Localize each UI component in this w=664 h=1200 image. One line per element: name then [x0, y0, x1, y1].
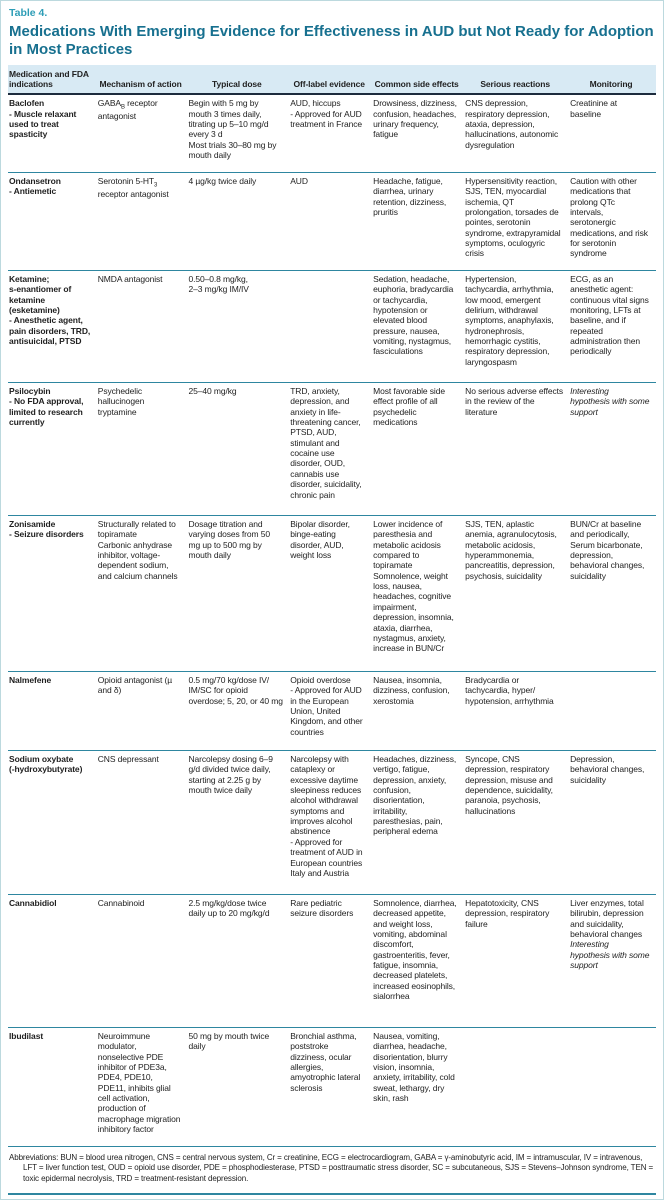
- cell-psilocybin-dose: 25–40 mg/kg: [188, 385, 237, 396]
- cell-baclofen-monitoring: Creatinine at baseline: [570, 98, 618, 119]
- column-header-serious-reactions: Serious reactions: [464, 65, 569, 94]
- cell-psilocybin-monitoring: Interesting hypothesis with some support: [570, 385, 650, 417]
- table-row-nalmefene: [8, 671, 656, 750]
- cell-ibudilast-mechanism: Neuroimmune modulator, nonselective PDE inhibitor of PDE3a, PDE4, PDE10, PDE11, inhibits glial cell activation, production of macrophage migration inhibitory factor: [97, 1030, 181, 1135]
- table-row-baclofen: [8, 94, 656, 172]
- table-row-sodium-oxybate: [8, 750, 656, 894]
- cell-baclofen-serious-reactions: CNS depression, respiratory depression, ataxia, depression, hallucinations, autonomic dysregulation: [465, 98, 559, 150]
- cell-cannabidiol-medication: Cannabidiol: [9, 897, 57, 908]
- cell-baclofen-medication: Baclofen - Muscle relaxant used to treat spasticity: [9, 98, 77, 140]
- cell-ondansetron-dose: 4 µg/kg twice daily: [188, 175, 257, 186]
- table-row-psilocybin: [8, 382, 656, 515]
- cell-ketamine-mechanism: NMDA antagonist: [97, 273, 163, 284]
- cell-zonisamide-medication: Zonisamide - Seizure disorders: [9, 518, 84, 540]
- cell-psilocybin-mechanism: Psychedelic hallucinogen tryptamine: [97, 385, 145, 417]
- cell-ketamine-medication: Ketamine; s-enantiomer of ketamine (esketamine) - Anesthetic agent, pain disorders, TRD, antisuicidal, PTSD: [9, 273, 91, 347]
- cell-ibudilast-medication: Ibudilast: [9, 1030, 44, 1041]
- table-row-zonisamide: [8, 515, 656, 671]
- cell-ibudilast-side-effects: Nausea, vomiting, diarrhea, headache, disorientation, blurry vision, insomnia, anxiety, irritability, cold sweat, lethargy, dry skin, rash: [373, 1030, 455, 1104]
- cell-ketamine-monitoring: ECG, as an anesthetic agent: continuous vital signs monitoring, LFTs at baseline, and if repeated administration then periodically: [570, 273, 649, 357]
- cell-nalmefene-off-label: Opioid overdose - Approved for AUD in the European Union, United Kingdom, and other countries: [290, 674, 363, 737]
- cell-sodium-oxybate-dose: Narcolepsy dosing 6–9 g/d divided twice daily, starting at 2.25 g by mouth twice daily: [188, 753, 273, 795]
- cell-zonisamide-side-effects: Lower incidence of paresthesia and metabolic acidosis compared to topiramate Somnolence, weight loss, nausea, headaches, cognitive impairment, depression, insomnia, ataxia, diarrhea, nystagmus, anxiety, increase in BUN/Cr: [373, 518, 454, 654]
- cell-sodium-oxybate-medication: Sodium oxybate (-hydroxybutyrate): [9, 753, 83, 775]
- cell-nalmefene-medication: Nalmefene: [9, 674, 52, 685]
- column-header-off-label: Off-label evidence: [289, 65, 372, 94]
- cell-ondansetron-serious-reactions: Hypersensitivity reaction, SJS, TEN, myocardial ischemia, QT prolongation, torsades de pointes, serotonin syndrome, extrapyramidal symptoms, oculogyric crisis: [465, 175, 561, 259]
- cell-nalmefene-monitoring: [569, 671, 656, 750]
- cell-baclofen-side-effects: Drowsiness, dizziness, confusion, headaches, urinary frequency, fatigue: [373, 98, 457, 140]
- cell-ibudilast-dose: 50 mg by mouth twice daily: [188, 1030, 270, 1052]
- column-header-side-effects: Common side effects: [372, 65, 464, 94]
- cell-zonisamide-off-label: Bipolar disorder, binge-eating disorder, AUD, weight loss: [290, 518, 350, 560]
- table-row-ibudilast: [8, 1027, 656, 1146]
- abbreviations-note: Abbreviations: BUN = blood urea nitrogen, CNS = central nervous system, Cr = creatinine, ECG = electrocardiogram, GABA = γ-aminobutyric acid, IM = intramuscular, IV = intravenous, LFT = liver function test, OUD = opioid use disorder, PDE = phosphodiesterase, PTSD = posttraumatic stress disorder, SC = subcutaneous, SJS = Stevens–Johnson syndrome, TEN = toxic epidermal necrolysis, TRD = treatment-resistant depression.: [8, 1147, 656, 1195]
- cell-sodium-oxybate-serious-reactions: Syncope, CNS depression, respiratory depression, misuse and dependence, suicidality, paranoia, psychosis, hallucinations: [465, 753, 553, 816]
- cell-sodium-oxybate-monitoring: Depression, behavioral changes, suicidality: [570, 753, 645, 785]
- cell-baclofen-dose: Begin with 5 mg by mouth 3 times daily, titrating up 5–10 mg/d every 3 d Most trials 30–80 mg by mouth daily: [188, 98, 277, 161]
- cell-zonisamide-mechanism: Structurally related to topiramate Carbonic anhydrase inhibitor, voltage-dependent sodium, and calcium channels: [97, 518, 178, 581]
- cell-psilocybin-medication: Psilocybin - No FDA approval, limited to research currently: [9, 385, 84, 427]
- cell-nalmefene-side-effects: Nausea, insomnia, dizziness, confusion, xerostomia: [373, 674, 450, 706]
- cell-ketamine-dose: 0.50–0.8 mg/kg, 2–3 mg/kg IM/IV: [188, 273, 249, 295]
- column-header-monitoring: Monitoring: [569, 65, 656, 94]
- cell-ondansetron-medication: Ondansetron - Antiemetic: [9, 175, 61, 197]
- table-number-label: Table 4.: [9, 7, 48, 19]
- cell-sodium-oxybate-mechanism: CNS depressant: [97, 753, 159, 764]
- table-row-ondansetron: [8, 172, 656, 270]
- cell-nalmefene-mechanism: Opioid antagonist (µ and δ): [97, 674, 173, 696]
- cell-zonisamide-serious-reactions: SJS, TEN, aplastic anemia, agranulocytosis, metabolic acidosis, hyperammonemia, pancreatitis, depression, psychosis, suicidality: [465, 518, 557, 581]
- cell-ketamine-side-effects: Sedation, headache, euphoria, bradycardia or tachycardia, hypotension or elevated blood pressure, nausea, vomiting, nystagmus, fasciculations: [373, 273, 454, 357]
- cell-cannabidiol-dose: 2.5 mg/kg/dose twice daily up to 20 mg/kg/d: [188, 897, 270, 919]
- header-row: [8, 65, 656, 94]
- cell-psilocybin-side-effects: Most favorable side effect profile of all psychedelic medications: [373, 385, 445, 427]
- cell-cannabidiol-serious-reactions: Hepatotoxicity, CNS depression, respiratory failure: [465, 897, 550, 929]
- cell-baclofen-mechanism: $GABA_B$ receptor antagonist: [97, 98, 158, 122]
- cell-psilocybin-off-label: TRD, anxiety, depression, and anxiety in life-threatening cancer, PTSD, AUD, stimulant and cocaine use disorder, OUD, cannabis use disorder, suicidality, chronic pain: [290, 385, 362, 500]
- table-title: Medications With Emerging Evidence for Effectiveness in AUD but Not Ready for Adoption in Most Practices: [9, 23, 654, 58]
- cell-nalmefene-serious-reactions: Bradycardia or tachycardia, hyper/ hypotension, arrhythmia: [465, 674, 554, 706]
- cell-ondansetron-off-label: AUD: [290, 175, 308, 186]
- cell-cannabidiol-monitoring: Liver enzymes, total bilirubin, depression and suicidality, behavioral changes Interesting hypothesis with some support: [570, 897, 650, 971]
- cell-nalmefene-dose: 0.5 mg/70 kg/dose IV/ IM/SC for opioid overdose; 5, 20, or 40 mg: [188, 674, 283, 706]
- cell-ketamine-serious-reactions: Hypertension, tachycardia, arrhythmia, low mood, emergent delirium, withdrawal symptoms, anaphylaxis, hydronephrosis, hemorrhagic cystitis, respiratory depression, laryngospasm: [465, 273, 554, 367]
- cell-ketamine-off-label: [289, 270, 372, 382]
- cell-ibudilast-off-label: Bronchial asthma, poststroke dizziness, ocular allergies, amyotrophic lateral sclerosis: [290, 1030, 361, 1093]
- cell-zonisamide-dose: Dosage titration and varying doses from 50 mg up to 500 mg by mouth daily: [188, 518, 271, 560]
- cell-ondansetron-side-effects: Headache, fatigue, diarrhea, urinary retention, dizziness, pruritis: [373, 175, 447, 217]
- cell-psilocybin-serious-reactions: No serious adverse effects in the review of the literature: [465, 385, 564, 417]
- cell-zonisamide-monitoring: BUN/Cr at baseline and periodically, Serum bicarbonate, depression, behavioral changes, suicidality: [570, 518, 645, 581]
- column-header-medication: Medication and FDA indications: [8, 65, 97, 94]
- cell-baclofen-off-label: AUD, hiccups - Approved for AUD treatment in France: [290, 98, 363, 130]
- cell-ondansetron-monitoring: Caution with other medications that prolong QTc intervals, serotonergic medications, and risk for serotonin syndrome: [570, 175, 648, 259]
- cell-cannabidiol-mechanism: Cannabinoid: [97, 897, 145, 908]
- cell-sodium-oxybate-off-label: Narcolepsy with cataplexy or excessive daytime sleepiness reduces alcohol withdrawal symptoms and improves alcohol abstinence - Approved for treatment of AUD in European countries Italy and Austria: [290, 753, 363, 878]
- table-row-cannabidiol: [8, 894, 656, 1027]
- cell-cannabidiol-off-label: Rare pediatric seizure disorders: [290, 897, 354, 919]
- column-header-dose: Typical dose: [187, 65, 289, 94]
- medications-table: [8, 65, 656, 1147]
- cell-ondansetron-mechanism: Serotonin $5-HT_3$ receptor antagonist: [97, 175, 169, 199]
- column-header-mechanism: Mechanism of action: [97, 65, 188, 94]
- cell-sodium-oxybate-side-effects: Headaches, dizziness, vertigo, fatigue, depression, anxiety, confusion, disorientation, irritability, paresthesias, pain, peripheral edema: [373, 753, 457, 837]
- table-body: [8, 94, 656, 1146]
- cell-ibudilast-monitoring: [569, 1027, 656, 1146]
- table-row-ketamine: [8, 270, 656, 382]
- cell-ibudilast-serious-reactions: [464, 1027, 569, 1146]
- cell-cannabidiol-side-effects: Somnolence, diarrhea, decreased appetite, and weight loss, vomiting, abdominal discomfort, gastroenteritis, fever, fatigue, insomnia, decreased platelets, increased eosinophils, sialorrhea: [373, 897, 457, 1002]
